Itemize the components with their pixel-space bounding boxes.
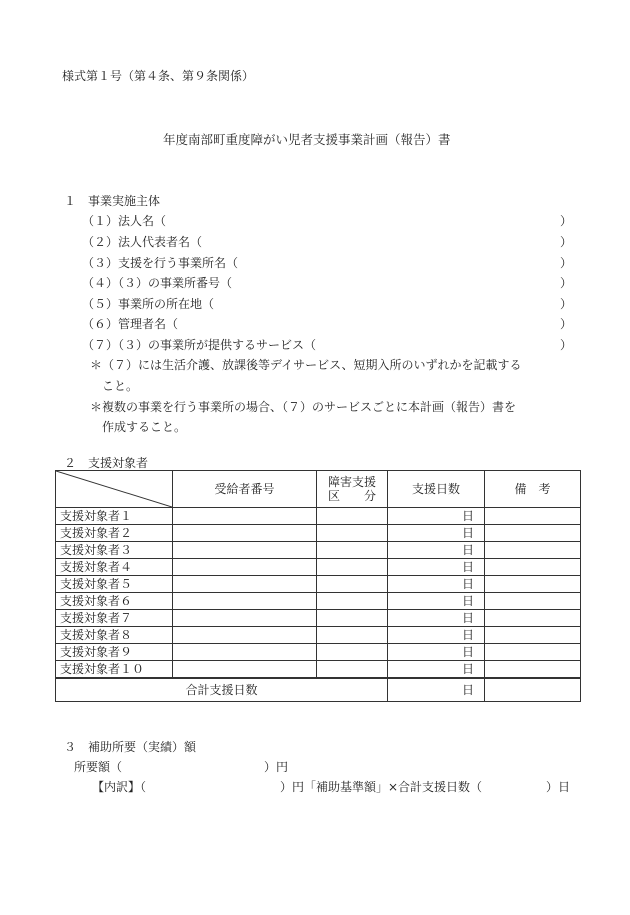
row-label: 支援対象者１０ bbox=[56, 661, 173, 679]
recipient-number-cell[interactable] bbox=[173, 627, 317, 644]
close-paren: ） bbox=[560, 276, 573, 290]
required-amount-unit: ）円 bbox=[264, 760, 289, 774]
total-row bbox=[56, 678, 581, 702]
disability-level-cell[interactable] bbox=[317, 508, 388, 525]
row-label: 支援対象者９ bbox=[56, 644, 173, 661]
close-paren: ） bbox=[560, 317, 573, 331]
disability-level-cell[interactable] bbox=[317, 593, 388, 610]
support-days-cell[interactable]: 日 bbox=[388, 661, 485, 679]
recipient-number-cell[interactable] bbox=[173, 542, 317, 559]
section3-heading: ３ 補助所要（実績）額 bbox=[64, 740, 197, 754]
item-manager-name: （６）管理者名（ bbox=[82, 317, 179, 331]
remarks-cell[interactable] bbox=[485, 627, 581, 644]
table-row bbox=[56, 593, 581, 610]
section2-heading: ２ 支援対象者 bbox=[64, 456, 149, 470]
support-days-cell[interactable]: 日 bbox=[388, 610, 485, 627]
close-paren: ） bbox=[560, 214, 573, 228]
item-office-address: （５）事業所の所在地（ bbox=[82, 297, 215, 311]
col-disability-level: 障害支援 区 分 bbox=[317, 471, 388, 508]
support-days-cell[interactable]: 日 bbox=[388, 627, 485, 644]
row-label: 支援対象者２ bbox=[56, 525, 173, 542]
support-days-cell[interactable]: 日 bbox=[388, 644, 485, 661]
support-days-cell[interactable]: 日 bbox=[388, 542, 485, 559]
recipient-number-cell[interactable] bbox=[173, 593, 317, 610]
disability-level-cell[interactable] bbox=[317, 610, 388, 627]
row-label: 支援対象者１ bbox=[56, 508, 173, 525]
close-paren: ） bbox=[560, 297, 573, 311]
row-label: 支援対象者７ bbox=[56, 610, 173, 627]
breakdown-label: 【内訳】（ bbox=[92, 780, 147, 794]
total-label: 合計支援日数 bbox=[56, 678, 388, 702]
note-2-cont: 作成すること。 bbox=[102, 420, 187, 434]
disability-level-cell[interactable] bbox=[317, 627, 388, 644]
total-remarks-cell[interactable] bbox=[485, 678, 581, 702]
item-representative-name: （２）法人代表者名（ bbox=[82, 235, 203, 249]
form-label: 様式第１号（第４条、第９条関係） bbox=[62, 69, 255, 83]
disability-level-cell[interactable] bbox=[317, 525, 388, 542]
row-label: 支援対象者５ bbox=[56, 576, 173, 593]
remarks-cell[interactable] bbox=[485, 542, 581, 559]
note-1-cont: こと。 bbox=[102, 379, 139, 393]
note-1: ＊（７）には生活介護、放課後等デイサービス、短期入所のいずれかを記載する bbox=[90, 358, 522, 372]
disability-level-cell[interactable] bbox=[317, 576, 388, 593]
remarks-cell[interactable] bbox=[485, 525, 581, 542]
close-paren: ） bbox=[560, 235, 573, 249]
table-row bbox=[56, 559, 581, 576]
table-row bbox=[56, 644, 581, 661]
recipient-number-cell[interactable] bbox=[173, 644, 317, 661]
remarks-cell[interactable] bbox=[485, 559, 581, 576]
remarks-cell[interactable] bbox=[485, 661, 581, 679]
remarks-cell[interactable] bbox=[485, 576, 581, 593]
row-label: 支援対象者６ bbox=[56, 593, 173, 610]
item-service: （７）（３）の事業所が提供するサービス（ bbox=[82, 338, 317, 352]
recipient-number-cell[interactable] bbox=[173, 661, 317, 679]
disability-level-cell[interactable] bbox=[317, 661, 388, 679]
recipient-number-cell[interactable] bbox=[173, 559, 317, 576]
table-row bbox=[56, 610, 581, 627]
support-target-table bbox=[55, 470, 581, 702]
disability-level-cell[interactable] bbox=[317, 559, 388, 576]
col-support-days: 支援日数 bbox=[388, 471, 485, 508]
section1-heading: １ 事業実施主体 bbox=[64, 194, 161, 208]
item-corporate-name: （１）法人名（ bbox=[82, 214, 167, 228]
diagonal-header-cell bbox=[56, 471, 173, 508]
disability-level-cell[interactable] bbox=[317, 644, 388, 661]
support-days-cell[interactable]: 日 bbox=[388, 576, 485, 593]
col-remarks: 備 考 bbox=[485, 471, 581, 508]
row-label: 支援対象者８ bbox=[56, 627, 173, 644]
breakdown-days-unit: ）日 bbox=[546, 780, 571, 794]
close-paren: ） bbox=[560, 256, 573, 270]
table-row bbox=[56, 576, 581, 593]
support-days-cell[interactable]: 日 bbox=[388, 559, 485, 576]
item-office-number: （４）（３）の事業所番号（ bbox=[82, 276, 233, 290]
close-paren: ） bbox=[560, 338, 573, 352]
remarks-cell[interactable] bbox=[485, 610, 581, 627]
table-row bbox=[56, 525, 581, 542]
row-label: 支援対象者３ bbox=[56, 542, 173, 559]
row-label: 支援対象者４ bbox=[56, 559, 173, 576]
recipient-number-cell[interactable] bbox=[173, 576, 317, 593]
total-days-cell[interactable]: 日 bbox=[388, 678, 485, 702]
support-days-cell[interactable]: 日 bbox=[388, 508, 485, 525]
page-title: 年度南部町重度障がい児者支援事業計画（報告）書 bbox=[163, 132, 451, 147]
remarks-cell[interactable] bbox=[485, 593, 581, 610]
table-row bbox=[56, 508, 581, 525]
remarks-cell[interactable] bbox=[485, 508, 581, 525]
table-row bbox=[56, 542, 581, 559]
support-days-cell[interactable]: 日 bbox=[388, 525, 485, 542]
breakdown-formula: ）円「補助基準額」×合計支援日数（ bbox=[280, 780, 483, 794]
table-row bbox=[56, 627, 581, 644]
recipient-number-cell[interactable] bbox=[173, 508, 317, 525]
col-recipient-number: 受給者番号 bbox=[173, 471, 317, 508]
recipient-number-cell[interactable] bbox=[173, 525, 317, 542]
item-office-name: （３）支援を行う事業所名（ bbox=[82, 256, 239, 270]
note-2: ＊複数の事業を行う事業所の場合、（７）のサービスごとに本計画（報告）書を bbox=[90, 400, 517, 414]
table-row bbox=[56, 661, 581, 679]
disability-level-cell[interactable] bbox=[317, 542, 388, 559]
recipient-number-cell[interactable] bbox=[173, 610, 317, 627]
support-days-cell[interactable]: 日 bbox=[388, 593, 485, 610]
required-amount-label: 所要額（ bbox=[74, 760, 123, 774]
remarks-cell[interactable] bbox=[485, 644, 581, 661]
